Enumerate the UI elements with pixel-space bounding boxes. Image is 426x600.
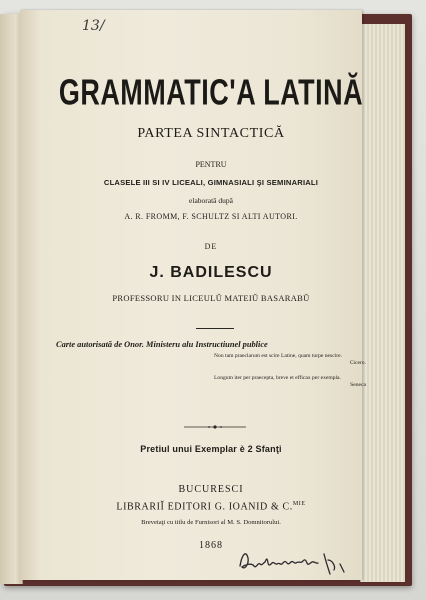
epigraph-text: Longum iter per praecepta, breve et efficax per exempla. — [214, 375, 341, 381]
price-line: Pretiul unui Exemplar è 2 Sfanţi — [140, 444, 282, 454]
publisher-line — [42, 501, 380, 512]
epigraph-seneca — [214, 375, 382, 389]
publisher-superscript: MIE — [292, 501, 306, 507]
for-label: PENTRU — [195, 160, 227, 169]
elaborated-label: elaborată după — [189, 196, 233, 205]
publication-city: BUCURESCI — [178, 484, 244, 495]
epigraph-text: Non tam praeclarum est scire Latine, quam turpe nescire. — [214, 353, 342, 359]
epigraph-cicero — [214, 353, 382, 367]
authorization-note: Carte autorisată de Onor. Ministeru alu Instructiunel publice — [56, 340, 268, 349]
divider-rule — [196, 328, 234, 329]
epigraph-attribution: Cicero. — [349, 360, 366, 366]
publication-year: 1868 — [199, 540, 223, 551]
author-role: PROFESSORU IN LICEULŬ MATEIŬ BASARABŬ — [112, 293, 310, 303]
source-authors: A. R. FROMM, F. SCHULTZ SI ALTI AUTORI. — [124, 212, 298, 221]
royal-privilege: Brevetaţi cu titlu de Furnisori al M. S. Domnitorului. — [141, 519, 281, 526]
publisher-name: LIBRARIĬ EDITORI G. IOANID & C. — [116, 501, 293, 513]
author-name: J. BADILESCU — [149, 264, 273, 281]
book-title: GRAMMATIC'A LATINĂ — [58, 72, 364, 113]
handwritten-corner-mark: 13/ — [82, 18, 105, 34]
by-label: DE — [204, 242, 218, 251]
ornament-rule — [184, 424, 246, 430]
book-subtitle: PARTEA SINTACTICĂ — [137, 126, 285, 141]
handwritten-signature — [236, 536, 356, 582]
target-classes: CLASELE III SI IV LICEALI, GIMNASIALI ŞI SEMINARIALI — [103, 178, 319, 187]
title-page — [20, 10, 366, 580]
epigraph-attribution: Seneca — [350, 382, 366, 388]
